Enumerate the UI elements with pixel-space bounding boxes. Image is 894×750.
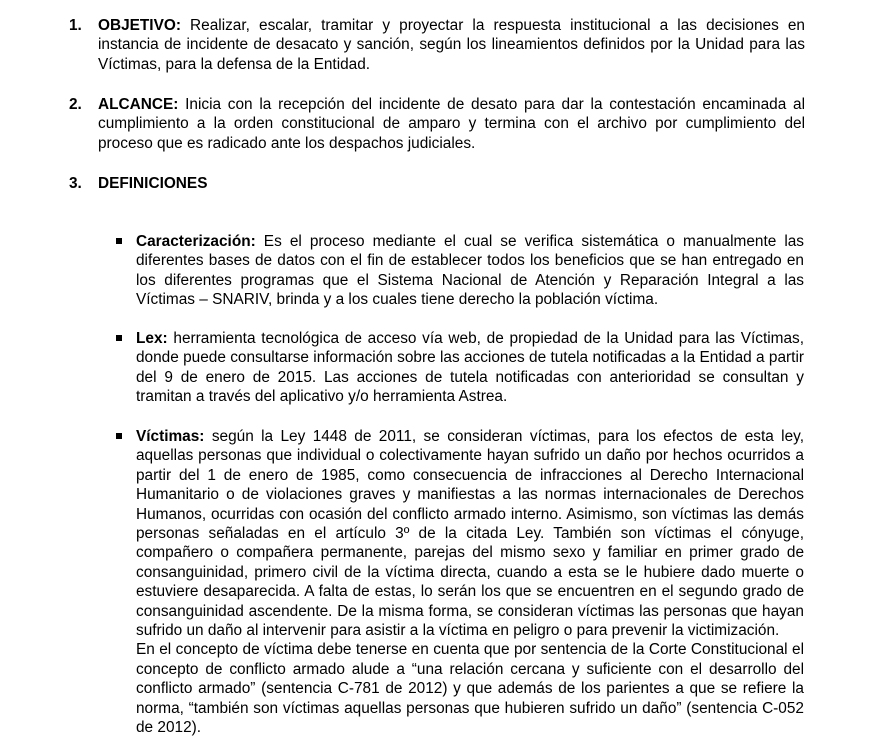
section-text: Inicia con la recepción del incidente de desato para dar la contestación encaminada al cumplimiento a la orden constitucional de amparo y termina con el archivo por cumplimiento del proceso que es radicado ante los despachos judiciales. xyxy=(98,96,805,152)
section-number: 3. xyxy=(69,175,82,192)
section-body xyxy=(98,95,805,153)
section-title: OBJETIVO: xyxy=(98,17,181,34)
section-definiciones xyxy=(69,174,805,193)
bullet-icon xyxy=(116,433,122,439)
definition-term: Caracterización: xyxy=(136,233,256,250)
definition-body xyxy=(136,329,804,407)
section-number: 2. xyxy=(69,96,82,113)
definition-paragraph-2: En el concepto de víctima debe tenerse en cuenta que por sentencia de la Corte Constitucional el concepto de conflicto armado alude a “una relación cercana y suficiente con el desarrollo del conflicto armado” (sentencia C-781 de 2012) y que además de los parientes a que se refiere la norma, “también son víctimas aquellas personas que hubieren sufrido un daño” (sentencia C-052 de 2012). xyxy=(136,641,804,737)
section-title: DEFINICIONES xyxy=(98,175,208,192)
definition-body xyxy=(136,232,804,310)
definition-caracterizacion xyxy=(116,232,804,310)
definition-body xyxy=(136,427,804,738)
section-text: Realizar, escalar, tramitar y proyectar la respuesta institucional a las decisiones en instancia de incidente de desacato y sanción, según los lineamientos definidos por la Unidad para las Víctimas, para la defensa de la Entidad. xyxy=(98,17,805,73)
definition-text: según la Ley 1448 de 2011, se consideran víctimas, para los efectos de esta ley, aquellas personas que individual o colectivamente hayan sufrido un daño por hechos ocurridos a partir del 1 de enero de 1985, como consecuencia de infracciones al Derecho Internacional Humanitario o de violaciones graves y manifiestas a las normas internacionales de Derechos Humanos, ocurridas con ocasión del conflicto armado interno. Asimismo, son víctimas las demás personas señaladas en el artículo 3º de la citada Ley. También son víctimas el cónyuge, compañero o compañera permanente, parejas del mismo sexo y familiar en primer grado de consanguinidad, primero civil de la víctima directa, cuando a esta se le hubiere dado muerte o estuviere desaparecida. A falta de estas, lo serán los que se encuentren en el segundo grado de consanguinidad ascendente. De la misma forma, se consideran víctimas las personas que hayan sufrido un daño al intervenir para asistir a la víctima en peligro o para prevenir la victimización. xyxy=(136,428,804,640)
definition-paragraph xyxy=(136,427,804,640)
definition-victimas xyxy=(116,427,804,738)
section-alcance xyxy=(69,95,805,153)
definition-term: Víctimas: xyxy=(136,428,205,445)
definition-text: Es el proceso mediante el cual se verifica sistemática o manualmente las diferentes bases de datos con el fin de establecer todos los beneficios que se han entregado en los diferentes programas que el Sistema Nacional de Atención y Reparación Integral a las Víctimas – SNARIV, brinda y a los cuales tiene derecho la población víctima. xyxy=(136,233,804,309)
bullet-icon xyxy=(116,238,122,244)
section-title: ALCANCE: xyxy=(98,96,179,113)
section-objetivo xyxy=(69,16,805,74)
bullet-icon xyxy=(116,335,122,341)
definition-term: Lex: xyxy=(136,330,168,347)
definition-text: herramienta tecnológica de acceso vía web, de propiedad de la Unidad para las Víctimas, donde puede consultarse información sobre las acciones de tutela notificadas a la Entidad a partir del 9 de enero de 2015. Las acciones de tutela notificadas con anterioridad se consultan y tramitan a través del aplicativo y/o herramienta Astrea. xyxy=(136,330,804,406)
section-body xyxy=(98,174,805,193)
section-number: 1. xyxy=(69,17,82,34)
section-body xyxy=(98,16,805,74)
definition-lex xyxy=(116,329,804,407)
